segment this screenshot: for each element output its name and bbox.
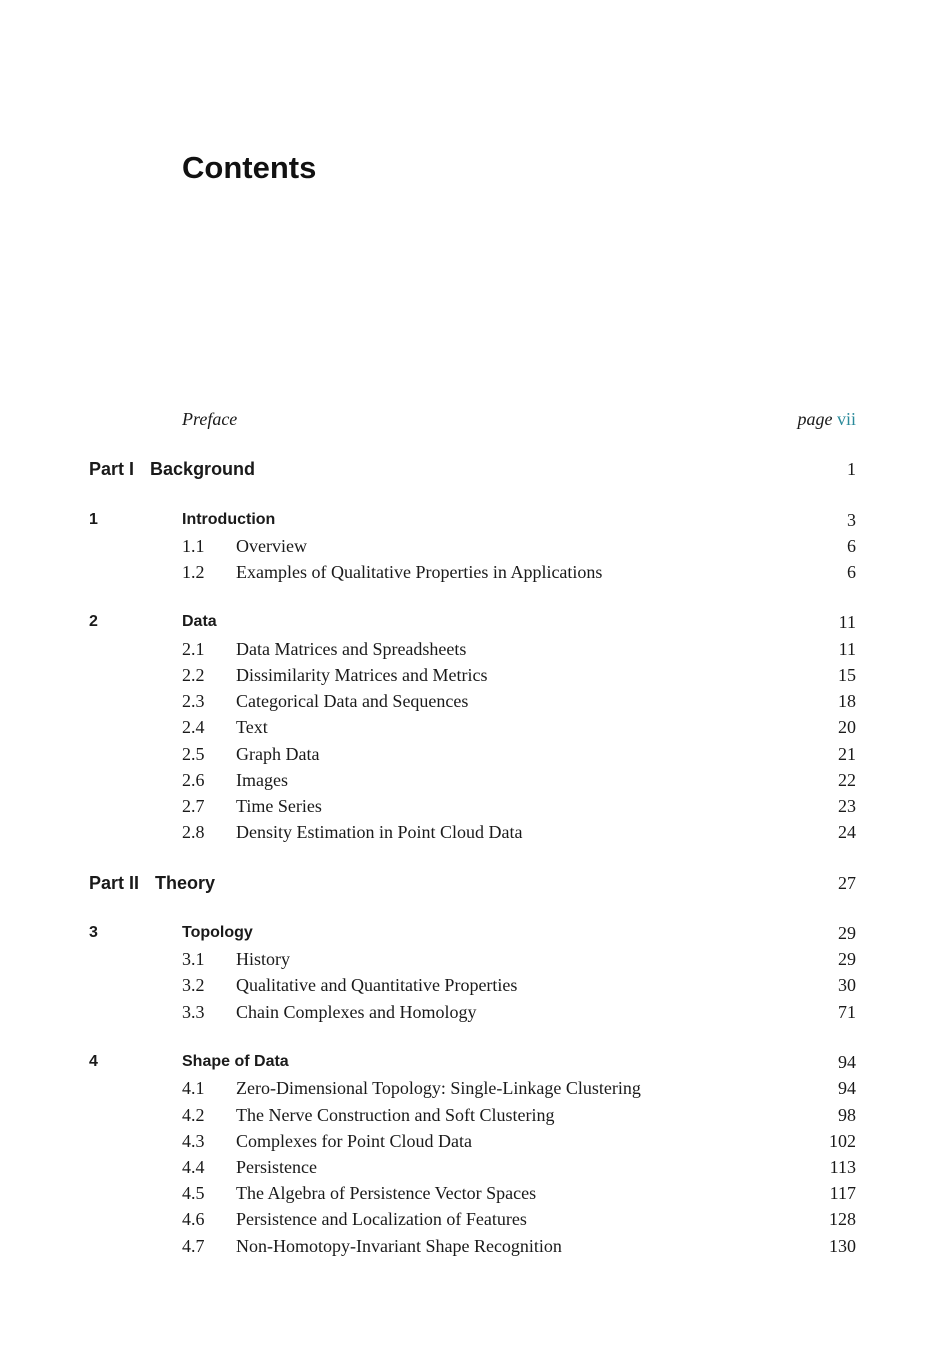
toc-section-row[interactable] [0,688,938,714]
section-title: Data Matrices and Spreadsheets [236,639,467,659]
section-page: 102 [829,1131,856,1151]
chapter-page: 3 [847,510,856,530]
section-title: Overview [236,536,307,556]
toc-section-row[interactable] [0,1128,938,1154]
section-title: Categorical Data and Sequences [236,691,469,711]
chapter-number: 3 [89,924,98,941]
toc-section-row[interactable] [0,819,938,845]
section-title: Persistence and Localization of Features [236,1209,527,1229]
section-number: 2.7 [182,796,205,816]
section-title: Time Series [236,796,322,816]
section-page: 29 [838,949,856,969]
section-number: 3.2 [182,975,205,995]
section-number: 4.2 [182,1105,205,1125]
section-page: 21 [838,744,856,764]
section-title: History [236,949,290,969]
toc-section-row[interactable] [0,767,938,793]
section-title: Examples of Qualitative Properties in Applications [236,562,603,582]
chapter-number: 1 [89,511,98,528]
section-title: Persistence [236,1157,317,1177]
section-number: 2.2 [182,665,205,685]
toc-section-row[interactable] [0,793,938,819]
toc-section-row[interactable] [0,741,938,767]
preface-page: page vii [797,409,856,429]
toc-section-row[interactable] [0,1180,938,1206]
section-page: 113 [829,1157,856,1177]
toc-section-row[interactable] [0,662,938,688]
section-title: Zero-Dimensional Topology: Single-Linkage Clustering [236,1078,641,1098]
part-page: 1 [847,459,856,479]
chapter-number: 2 [89,613,98,630]
toc-section-row[interactable] [0,999,938,1025]
section-title: Complexes for Point Cloud Data [236,1131,472,1151]
toc-chapter-row[interactable] [0,920,938,946]
section-title: Graph Data [236,744,320,764]
toc-chapter-row[interactable] [0,609,938,635]
section-title: Qualitative and Quantitative Properties [236,975,518,995]
section-page: 11 [838,639,856,659]
chapter-number: 4 [89,1053,98,1070]
toc-section-row[interactable] [0,1075,938,1101]
section-page: 130 [829,1236,856,1256]
page-title: Contents [182,150,317,185]
section-page: 18 [838,691,856,711]
section-title: Text [236,717,268,737]
section-number: 2.8 [182,822,205,842]
section-number: 1.1 [182,536,205,556]
section-title: Non-Homotopy-Invariant Shape Recognition [236,1236,562,1256]
chapter-title: Introduction [182,511,276,528]
section-page: 23 [838,796,856,816]
section-number: 2.6 [182,770,205,790]
section-number: 4.4 [182,1157,205,1177]
section-page: 98 [838,1105,856,1125]
section-number: 3.3 [182,1002,205,1022]
section-page: 6 [847,562,856,582]
section-page: 22 [838,770,856,790]
section-page: 94 [838,1078,856,1098]
section-number: 3.1 [182,949,205,969]
toc-section-row[interactable] [0,946,938,972]
toc-section-row[interactable] [0,559,938,585]
toc-section-row[interactable] [0,636,938,662]
section-title: Dissimilarity Matrices and Metrics [236,665,488,685]
section-number: 4.7 [182,1236,205,1256]
toc-part-row[interactable] [0,456,938,482]
toc-part-row[interactable] [0,870,938,896]
section-number: 2.5 [182,744,205,764]
chapter-title: Data [182,613,217,630]
section-number: 4.3 [182,1131,205,1151]
toc-chapter-row[interactable] [0,1049,938,1075]
part-heading: Part I Background [89,459,256,479]
section-number: 2.1 [182,639,205,659]
section-number: 4.5 [182,1183,205,1203]
chapter-title: Shape of Data [182,1053,289,1070]
section-page: 20 [838,717,856,737]
section-title: Images [236,770,288,790]
chapter-page: 94 [838,1052,856,1072]
toc-section-row[interactable] [0,972,938,998]
chapter-title: Topology [182,924,253,941]
section-title: The Algebra of Persistence Vector Spaces [236,1183,537,1203]
section-title: Density Estimation in Point Cloud Data [236,822,523,842]
section-page: 6 [847,536,856,556]
section-page: 30 [838,975,856,995]
toc-section-row[interactable] [0,1154,938,1180]
section-number: 2.4 [182,717,205,737]
part-heading: Part II Theory [89,873,216,893]
toc-chapter-row[interactable] [0,507,938,533]
section-title: The Nerve Construction and Soft Clustering [236,1105,555,1125]
section-page: 24 [838,822,856,842]
toc-preface-row[interactable] [0,406,938,432]
section-number: 1.2 [182,562,205,582]
toc-section-row[interactable] [0,714,938,740]
toc-section-row[interactable] [0,1233,938,1259]
section-page: 117 [829,1183,856,1203]
section-page: 71 [838,1002,856,1022]
section-title: Chain Complexes and Homology [236,1002,477,1022]
preface-label: Preface [182,409,238,429]
toc-section-row[interactable] [0,1206,938,1232]
section-page: 128 [829,1209,856,1229]
chapter-page: 29 [838,923,856,943]
toc-section-row[interactable] [0,533,938,559]
toc-section-row[interactable] [0,1102,938,1128]
section-number: 4.1 [182,1078,205,1098]
part-page: 27 [838,873,856,893]
section-page: 15 [838,665,856,685]
chapter-page: 11 [838,612,856,632]
section-number: 4.6 [182,1209,205,1229]
section-number: 2.3 [182,691,205,711]
